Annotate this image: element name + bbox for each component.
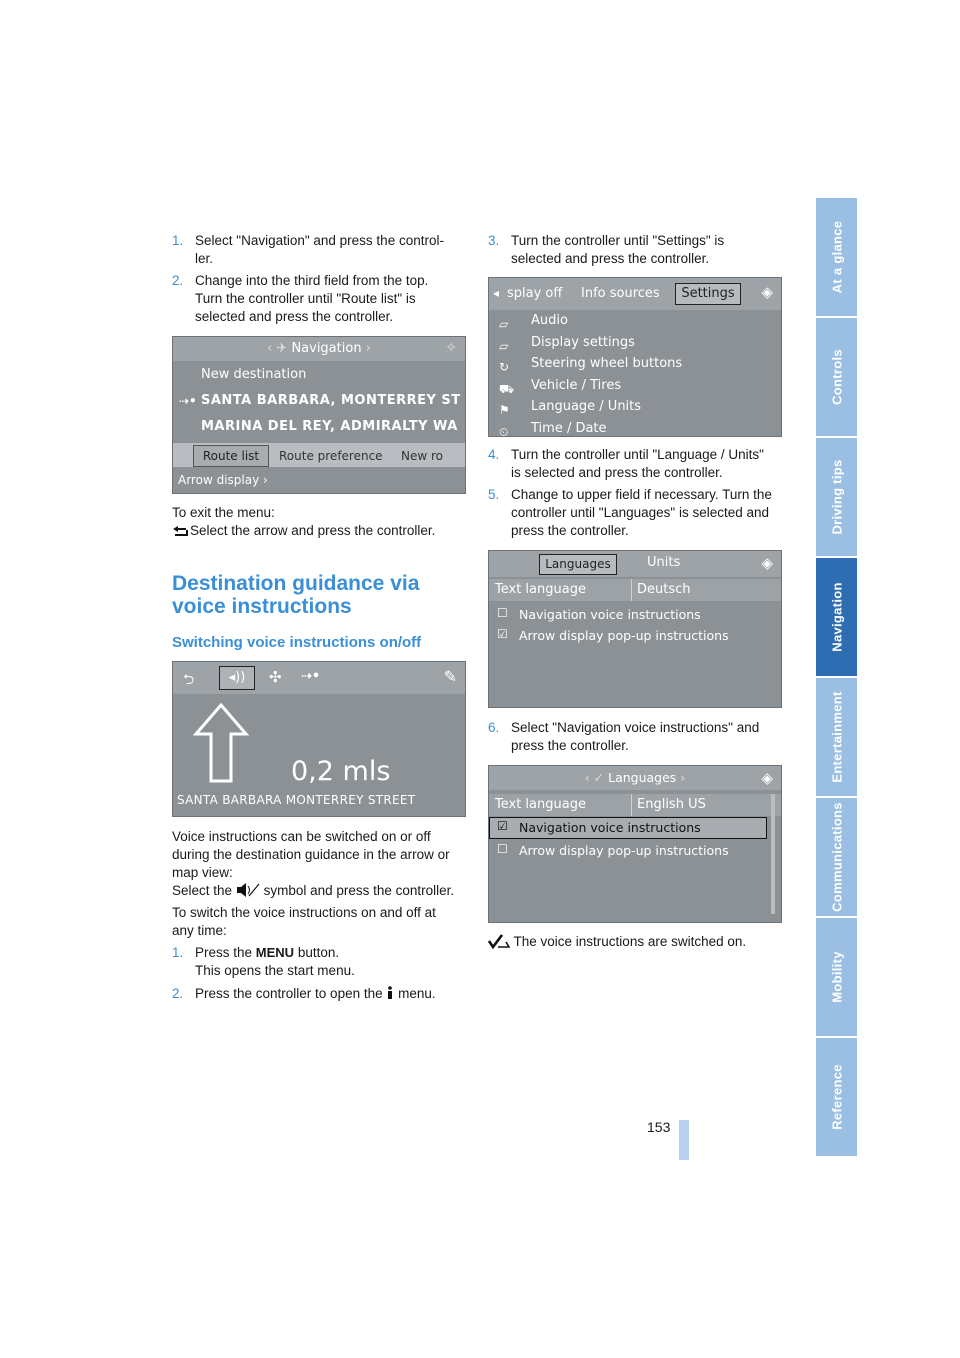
step-text: Turn the controller until "Settings" is selected and press the controller.: [511, 233, 725, 266]
step-4: [488, 446, 788, 480]
step-text: Press the MENU button. This opens the start menu.: [195, 945, 355, 978]
list-item: MARINA DEL REY, ADMIRALTY WA: [201, 419, 458, 434]
distance-value: 0,2 mls: [291, 756, 391, 787]
list-item[interactable]: Display settings: [531, 334, 635, 350]
exit-instruction: Select the arrow and press the controller.: [172, 522, 435, 542]
checkbox-empty-icon[interactable]: ☐: [497, 606, 508, 620]
section-title: Destination guidance via voice instructions: [172, 572, 420, 618]
step-1: [172, 944, 472, 978]
tab-controls[interactable]: [816, 318, 857, 436]
step-number: 2.: [172, 986, 184, 1001]
back-icon[interactable]: ⮌: [183, 672, 195, 688]
tab-label: Communications: [829, 802, 844, 912]
step-6: [488, 719, 788, 753]
list-item[interactable]: Vehicle / Tires: [531, 377, 622, 393]
speaker-icon[interactable]: ◂)): [219, 666, 255, 690]
step-text: Change to upper field if necessary. Turn the controller until "Languages" is selected and press the controller.: [511, 487, 772, 538]
map-icon[interactable]: ✣: [269, 668, 282, 686]
screenshot-arrow-view: [172, 661, 466, 817]
settings-icons: ▱ ▱ ↻ ⛟ ⚑ ⏲: [499, 317, 515, 437]
tab-driving-tips[interactable]: [816, 438, 857, 556]
route-arrow-icon[interactable]: ⇢•: [301, 669, 321, 684]
text-language-value[interactable]: English US: [637, 797, 706, 812]
divider: [631, 579, 632, 601]
tab-label: Navigation: [829, 582, 844, 652]
option-arrow-popup[interactable]: Arrow display pop-up instructions: [519, 843, 729, 858]
tab-units[interactable]: Units: [647, 555, 681, 570]
step-text: Select "Navigation" and press the control- ler.: [195, 233, 444, 266]
controller-icon: ◈: [761, 769, 773, 787]
step-text: Change into the third field from the top. Turn the controller until "Route list" is selected and press the controller.: [195, 273, 429, 324]
list-item: New destination: [201, 367, 307, 382]
tab-mobility[interactable]: [816, 918, 857, 1036]
step-5: [488, 486, 788, 538]
checkbox-checked-icon[interactable]: ☑: [497, 627, 508, 641]
step-number: 1.: [172, 233, 184, 248]
direction-arrow-icon: [193, 702, 249, 788]
text-language-value[interactable]: Deutsch: [637, 582, 691, 597]
option-arrow-popup[interactable]: Arrow display pop-up instructions: [519, 628, 729, 643]
subsection-title: Switching voice instructions on/off: [172, 634, 422, 651]
back-arrow-icon: [172, 524, 190, 542]
page-number-bar: [679, 1120, 689, 1160]
tab-display-off[interactable]: splay off: [507, 286, 563, 301]
tab-label: Controls: [829, 349, 844, 405]
screenshot-settings-menu: [488, 277, 782, 437]
step-number: 5.: [488, 487, 500, 502]
controller-icon: ◈: [761, 554, 773, 572]
option-navigation-voice[interactable]: Navigation voice instructions: [519, 820, 701, 835]
tab-label: At a glance: [829, 220, 844, 294]
list-item[interactable]: Audio: [531, 313, 568, 328]
divider: [631, 794, 632, 816]
tab-label: Reference: [829, 1064, 844, 1130]
tab-route-preference[interactable]: Route preference: [279, 449, 383, 463]
menu-button-label: MENU: [255, 945, 295, 960]
step-text: Press the controller to open the menu.: [195, 985, 436, 1005]
info-icon: [386, 986, 394, 1005]
footer-option: Arrow display ›: [178, 473, 268, 487]
screen-header: ‹ ✓ Languages ›: [489, 766, 781, 790]
tab-label: Mobility: [829, 951, 844, 1003]
tab-info-sources[interactable]: Info sources: [581, 286, 660, 301]
tab-bar: [489, 551, 781, 577]
voice-paragraph-1: Voice instructions can be switched on or off during the destination guidance in the arrow or map view: Select the symbol and press the controller.: [172, 828, 472, 903]
route-arrow-icon: ⇢•: [179, 394, 197, 408]
exit-title: To exit the menu:: [172, 505, 275, 520]
tab-communications[interactable]: [816, 798, 857, 916]
tab-at-a-glance[interactable]: [816, 198, 857, 316]
tab-new-route[interactable]: New ro: [401, 449, 443, 463]
step-number: 2.: [172, 273, 184, 288]
step-number: 1.: [172, 945, 184, 960]
street-name: SANTA BARBARA MONTERREY STREET: [177, 793, 416, 807]
screen-header: ‹ ✈ Navigation ›: [173, 337, 465, 361]
option-navigation-voice[interactable]: Navigation voice instructions: [519, 607, 701, 622]
list-item[interactable]: Steering wheel buttons: [531, 356, 683, 371]
text-language-label: Text language: [495, 797, 586, 812]
step-2: [172, 272, 472, 324]
scrollbar[interactable]: [771, 794, 775, 914]
controller-icon: ✧: [445, 340, 457, 356]
tab-reference[interactable]: [816, 1038, 857, 1156]
checkbox-empty-icon[interactable]: ☐: [497, 842, 508, 856]
compass-icon[interactable]: ✎: [443, 667, 457, 686]
step-2: [172, 985, 472, 1003]
list-item[interactable]: Time / Date: [531, 420, 607, 436]
list-item: SANTA BARBARA, MONTERREY ST: [201, 393, 461, 408]
step-1: [172, 232, 472, 266]
step-3: [488, 232, 788, 266]
screenshot-languages-selected: [488, 765, 782, 923]
speaker-icon: [236, 882, 260, 903]
check-icon: [488, 934, 510, 954]
page-number: 153: [647, 1119, 671, 1135]
step-text: Turn the controller until "Language / Units" is selected and press the controller.: [511, 447, 764, 480]
step-number: 4.: [488, 447, 500, 462]
text-language-label: Text language: [495, 582, 586, 597]
settings-list: [531, 310, 682, 437]
tab-entertainment[interactable]: [816, 678, 857, 796]
screenshot-languages-menu: [488, 550, 782, 708]
checkbox-checked-icon[interactable]: ☑: [497, 819, 508, 833]
screenshot-navigation-menu: [172, 336, 466, 494]
tab-label: Driving tips: [829, 459, 844, 535]
controller-icon: ◈: [761, 283, 773, 301]
step-text: Select "Navigation voice instructions" and press the controller.: [511, 720, 760, 753]
voice-paragraph-2: To switch the voice instructions on and off at any time:: [172, 905, 436, 938]
tab-languages[interactable]: Languages: [539, 554, 617, 575]
list-item[interactable]: Language / Units: [531, 399, 642, 414]
chevron-left-icon[interactable]: ◂: [493, 286, 500, 300]
tab-label: Entertainment: [829, 691, 844, 783]
step-number: 3.: [488, 233, 500, 248]
final-note: The voice instructions are switched on.: [488, 933, 746, 954]
tab-route-list[interactable]: Route list: [193, 445, 269, 467]
step-number: 6.: [488, 720, 500, 735]
tab-navigation[interactable]: [816, 558, 857, 676]
tab-settings[interactable]: Settings: [675, 283, 741, 305]
